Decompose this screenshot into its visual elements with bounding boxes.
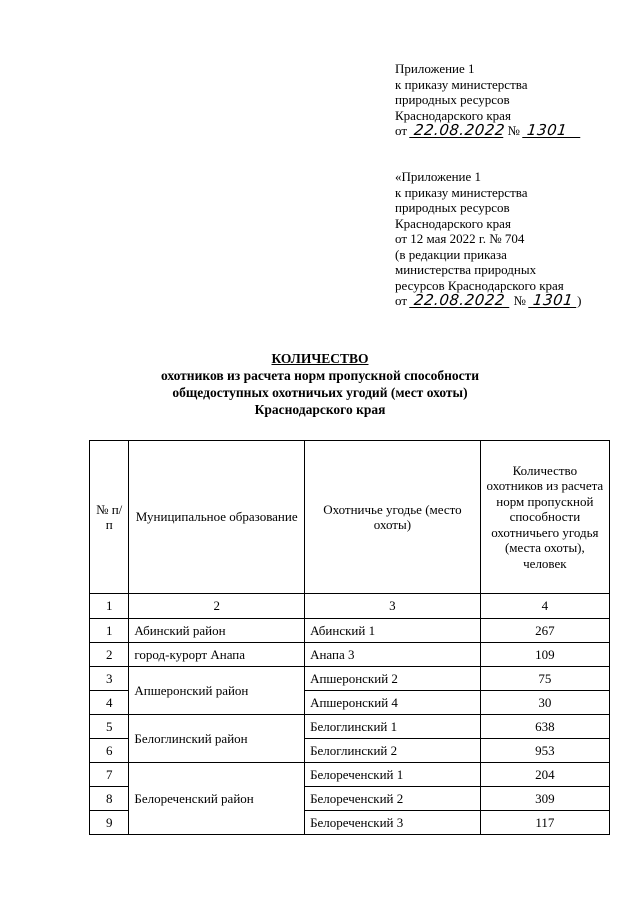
row-number: 1 — [90, 619, 129, 643]
appendix-line: министерства природных — [395, 262, 537, 277]
municipality-cell: Белореченский район — [129, 763, 305, 835]
col-number: 1 — [90, 594, 129, 619]
row-number: 5 — [90, 715, 129, 739]
col-number: 3 — [305, 594, 481, 619]
number-label: № — [507, 123, 520, 138]
row-number: 6 — [90, 739, 129, 763]
table-row — [90, 715, 610, 739]
appendix-line: Приложение 1 — [395, 61, 475, 76]
appendix-line: Краснодарского края — [395, 107, 511, 123]
number-label: № — [513, 293, 526, 308]
count-cell: 30 — [480, 691, 609, 715]
row-number: 9 — [90, 811, 129, 835]
title-line: Краснодарского края — [254, 402, 386, 417]
ground-cell: Белореченский 2 — [305, 787, 481, 811]
appendix-date-line — [395, 123, 581, 139]
row-number: 7 — [90, 763, 129, 787]
appendix-line: от 12 мая 2022 г. № 704 — [395, 231, 525, 246]
count-cell: 75 — [480, 667, 609, 691]
ground-cell: Апшеронский 2 — [305, 667, 481, 691]
handwritten-number: 1301 — [522, 123, 582, 138]
handwritten-date: 22.08.2022 — [409, 123, 505, 138]
appendix-line: (в редакции приказа — [395, 246, 507, 262]
ground-cell: Апшеронский 4 — [305, 691, 481, 715]
appendix-line: к приказу министерства — [395, 184, 528, 200]
ground-cell: Абинский 1 — [305, 619, 481, 643]
municipality-cell: город-курорт Анапа — [129, 643, 305, 667]
ground-cell: Анапа 3 — [305, 643, 481, 667]
count-cell: 109 — [480, 643, 609, 667]
title-main: КОЛИЧЕСТВО — [271, 351, 369, 366]
from-label: от — [395, 293, 408, 308]
title-line: общедоступных охотничьих угодий (мест охоты) — [172, 385, 468, 400]
appendix-line: «Приложение 1 — [395, 169, 482, 184]
table-row — [90, 667, 610, 691]
header-municipality: Муниципальное образование — [129, 441, 305, 594]
count-cell: 267 — [480, 619, 609, 643]
count-cell: 953 — [480, 739, 609, 763]
handwritten-number: 1301 — [528, 293, 578, 308]
ground-cell: Белоглинский 1 — [305, 715, 481, 739]
municipality-cell: Белоглинский район — [129, 715, 305, 763]
appendix-line: природных ресурсов — [395, 200, 510, 215]
appendix-current-order — [395, 61, 581, 139]
title-line: охотников из расчета норм пропускной способности — [160, 368, 480, 383]
row-number: 2 — [90, 643, 129, 667]
appendix-prior-order — [395, 169, 582, 309]
header-num: № п/п — [90, 441, 129, 594]
from-label: от — [395, 123, 408, 138]
ground-cell: Белоглинский 2 — [305, 739, 481, 763]
col-number: 4 — [480, 594, 609, 619]
count-cell: 309 — [480, 787, 609, 811]
table-row — [90, 763, 610, 787]
header-count: Количество охотников из расчета норм пропускной способности охотничьего угодья (места охоты), человек — [480, 441, 609, 594]
document-title — [0, 350, 640, 418]
count-cell: 117 — [480, 811, 609, 835]
count-cell: 638 — [480, 715, 609, 739]
appendix-line: к приказу министерства — [395, 76, 528, 92]
appendix-line: природных ресурсов — [395, 92, 510, 107]
table-row — [90, 643, 610, 667]
table-header-row — [90, 441, 610, 594]
appendix-line: Краснодарского края — [395, 215, 511, 231]
row-number: 3 — [90, 667, 129, 691]
ground-cell: Белореченский 3 — [305, 811, 481, 835]
hunters-table — [89, 440, 610, 835]
closing-paren: ) — [577, 293, 582, 308]
header-ground: Охотничье угодье (место охоты) — [305, 441, 481, 594]
ground-cell: Белореченский 1 — [305, 763, 481, 787]
municipality-cell: Абинский район — [129, 619, 305, 643]
col-number: 2 — [129, 594, 305, 619]
row-number: 4 — [90, 691, 129, 715]
count-cell: 204 — [480, 763, 609, 787]
table-row — [90, 619, 610, 643]
row-number: 8 — [90, 787, 129, 811]
column-numbers-row — [90, 594, 610, 619]
municipality-cell: Апшеронский район — [129, 667, 305, 715]
appendix-date-line — [395, 293, 582, 309]
appendix-line: ресурсов Краснодарского края — [395, 277, 564, 293]
handwritten-date: 22.08.2022 — [409, 293, 511, 308]
